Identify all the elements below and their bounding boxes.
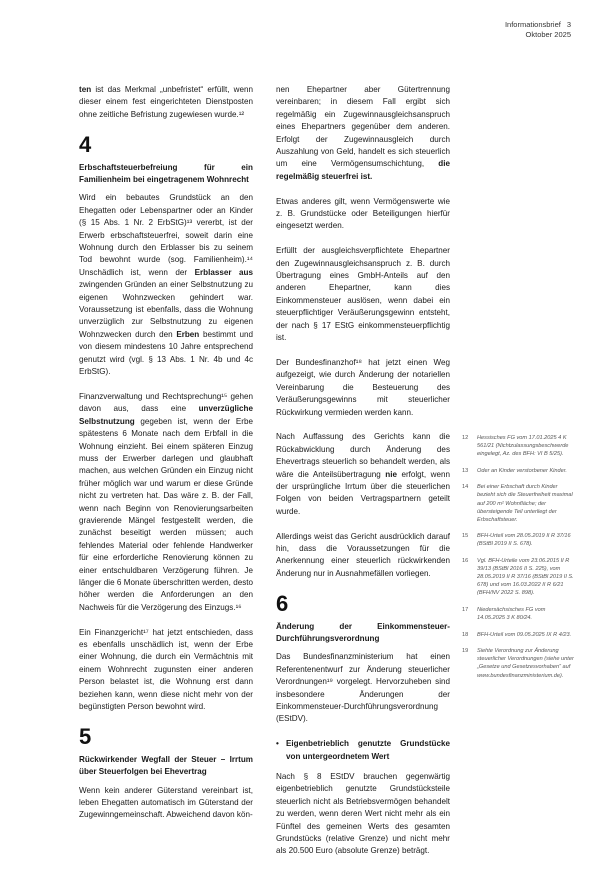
bullet-icon: •	[276, 739, 279, 749]
paragraph: Wenn kein anderer Güterstand vereinbart ist, leben Ehegatten automatisch im Güterstand der Zugewinngemeinschaft. Abweichend davon kön-	[79, 785, 253, 820]
section-number: 6	[276, 590, 289, 616]
paragraph: nen Ehepartner aber Gütertrennung vereinbaren; in diesem Fall ergibt sich regelmäßig ein Zugewinnausgleichsanspruch eines Ehepartners gegenüber dem anderen. Erfolgt der Zugewinnausgleich durch Auszahlung von Geld, handelt es sich steuerlich um eine Vermögensumschichtung, die regelmäßig steuerfrei ist.	[276, 85, 450, 181]
footnote	[462, 647, 574, 679]
footnote-text: Niedersächsisches FG vom 14.05.2025 3 K 80/24.	[477, 607, 546, 622]
footnote	[462, 434, 574, 458]
footnote	[462, 631, 574, 639]
issue-date: Oktober 2025	[525, 30, 571, 39]
paragraph: Nach Auffassung des Gerichts kann die Rückabwicklung durch Änderung des Ehevertrags steuerlich so behandelt werden, als wäre die Anteilsübertragung nie erfolgt, wenn der ursprüngliche Irrtum über die steuerlichen Folgen von beiden Vertragspartnern geteilt wurde.	[276, 432, 451, 516]
paragraph: Das Bundesfinanzministerium hat einen Referentenentwurf zur Änderung steuerlicher Verordnungen¹⁹ vorgelegt. Hervorzuheben sind insbesondere Änderungen der Einkommensteuer-Durchführungsverordnung (EStDV).	[276, 652, 450, 724]
bullet-text: Eigenbetrieblich genutzte Grundstücke von untergeordnetem Wert	[286, 739, 450, 761]
footnote-text: Siehte Verordnung zur Änderung steuerlicher Verordnungen (siehe unter „Gesetze und Gesetzesvorhaben“ auf www.bundesfinanzministerium.de).	[477, 648, 574, 679]
footnote-text: Hessisches FG vom 17.01.2025 4 K 561/21 (Nichtzulassungsbeschwerde eingelegt, Az. des BFH: VI B 5/25).	[477, 435, 569, 458]
header-line-1	[505, 20, 571, 30]
paragraph: Allerdings weist das Gericht ausdrücklich darauf hin, dass die Voraussetzungen für die Anerkennung einer steuerlich rückwirkenden Änderung nur in Ausnahmefällen vorliegen.	[276, 531, 450, 578]
paragraph: Der Bundesfinanzhof¹⁸ hat jetzt einen Weg aufgezeigt, wie durch Änderung der notariellen Vereinbarung die Besteuerung des Veräußerungsgewinns mit steuerlicher Rückwirkung vermieden werden kann.	[276, 357, 450, 417]
footnote-number: 16	[462, 558, 469, 565]
footnote-number: 13	[462, 467, 469, 474]
middle-column	[276, 84, 450, 870]
footnote-number: 12	[462, 435, 469, 441]
section-title: Änderung der Einkommensteuer-Durchführungsverordnung	[276, 621, 450, 643]
newsletter-title: Informationsbrief	[504, 20, 561, 29]
paragraph: ten ist das Merkmal „unbefristet“ erfüllt, wenn dieser einem fest eingerichteten Dienstposten ohne zeitliche Befristung zugewiesen wurde.¹²	[79, 85, 253, 119]
section-number: 4	[79, 131, 92, 157]
bullet-item	[276, 738, 450, 763]
footnote-text: Bei einer Erbschaft durch Kinder bezieht sich die Steuerfreiheit maximal auf 200 m² Wohnfläche; der übersteigende Teil unterliegt der Erbschaftsteuer.	[477, 484, 573, 523]
footnote	[462, 483, 574, 523]
paragraph: Erfüllt der ausgleichsverpflichtete Ehepartner den Zugewinnausgleichsanspruch z. B. durch Übertragung eines GmbH-Anteils auf den anderen Ehepartner, kann dies Einkommensteuer auslösen, wenn dabei ein steuerpflichtiger Veräußerungsgewinn entsteht, der nach § 17 EStG einkommensteuerpflichtig ist.	[276, 246, 450, 343]
page-number: 3	[566, 20, 571, 29]
section-number: 5	[79, 723, 92, 749]
footnote-number: 18	[462, 631, 469, 638]
paragraph: Etwas anderes gilt, wenn Vermögenswerte wie z. B. Grundstücke oder Beteiligungen hierfür eingesetzt werden.	[276, 196, 450, 231]
footnote-text: BFH-Urteil vom 28.05.2019 II R 37/16 (BStBl 2019 II S. 678).	[477, 533, 571, 548]
paragraph: Nach § 8 EStDV brauchen gegenwärtig eigenbetrieblich genutzte Grundstücksteile steuerlich nicht als Betriebsvermögen behandelt zu werden, wenn deren Wert nicht mehr als ein Fünftel des gemeinen Werts des gesamten Grundstücks (relative Grenze) und nicht mehr als 20.500 Euro (absolute Grenze) beträgt.	[276, 772, 450, 856]
paragraph: Finanzverwaltung und Rechtsprechung¹⁵ gehen davon aus, dass eine unverzügliche Selbstnutzung gegeben ist, wenn der Erbe spätestens 6 Monate nach dem Erbfall in die Wohnung einzieht. Bei einem späteren Einzug muss der Erwerber darlegen und glaubhaft machen, aus welchen Gründen ein Einzug nicht früher möglich war und warum er diese Gründe nicht zu vertreten hat. Das wäre z. B. der Fall, wenn nach Beginn von Renovierungsarbeiten gravierende Mängel festgestellt werden, die zunächst beseitigt werden müssen; auch fehlendes Material oder fehlende Handwerker für eine erforderliche Renovierung können zu einer entschuldbaren Verzögerung führen. Je länger die 6 Monate überschritten werden, desto höher werden die Anforderungen an den Nachweis für die Verzögerung des Einzugs.¹⁶	[79, 391, 253, 612]
footnote-number: 14	[462, 484, 469, 491]
paragraph: Wird ein bebautes Grundstück an den Ehegatten oder Lebenspartner oder an Kinder (§ 15 Abs. 1 Nr. 2 ErbStG)¹³ vererbt, ist der Erwerb erbschaftsteuerfrei, soweit darin eine Wohnung durch den Erblasser bis zu seinem Tod bewohnt wurde (sog. Familienheim).¹⁴ Unschädlich ist, wenn der Erblasser aus zwingenden Gründen an einer Selbstnutzung zu eigenen Wohnzwecken gehindert war. Voraussetzung ist ebenfalls, dass die Wohnung unverzüglich zur Selbstnutzung zu eigenen Wohnzwecken durch den Erben bestimmt und von diesem mindestens 10 Jahre entsprechend genutzt wird (vgl. § 13 Abs. 1 Nr. 4b und 4c ErbStG).	[79, 193, 254, 377]
footnote-text: Vgl. BFH-Urteile vom 23.06.2015 II R 39/13 (BStBl 2016 II S. 225), vom 28.05.2019 II R 37/16 (BStBl 2019 II S. 678) und vom 16.03.2022 II R 6/21 (BFH/NV 2022 S. 898).	[477, 558, 574, 597]
footnote-number: 15	[462, 533, 469, 540]
section-title: Rückwirkender Wegfall der Steuer – Irrtum über Steuerfolgen bei Ehevertrag	[79, 754, 253, 777]
section-title: Erbschaftsteuerbefreiung für ein Familienheim bei eingetragenem Wohnrecht	[79, 162, 253, 185]
paragraph: Ein Finanzgericht¹⁷ hat jetzt entschieden, dass es ebenfalls unschädlich ist, wenn der Erbe einer Wohnung, die durch ein Vermächtnis mit einem Wohnrecht zugunsten einer anderen Person belastet ist, die Wohnung erst dann beziehen kann, wenn diese nicht mehr von der begünstigten Person bewohnt wird.	[79, 627, 253, 712]
footnote-number: 17	[462, 607, 469, 613]
page-header	[505, 20, 571, 40]
footnote-text: BFH-Urteil vom 09.05.2025 IX R 4/23.	[477, 631, 572, 638]
footnote	[462, 557, 574, 597]
footnote-number: 19	[462, 648, 469, 655]
footnotes	[462, 434, 574, 688]
left-column	[79, 84, 253, 834]
footnote	[462, 606, 574, 622]
footnote-text: Oder an Kinder verstorbener Kinder.	[477, 467, 567, 474]
footnote	[462, 467, 574, 475]
footnote	[462, 532, 574, 548]
